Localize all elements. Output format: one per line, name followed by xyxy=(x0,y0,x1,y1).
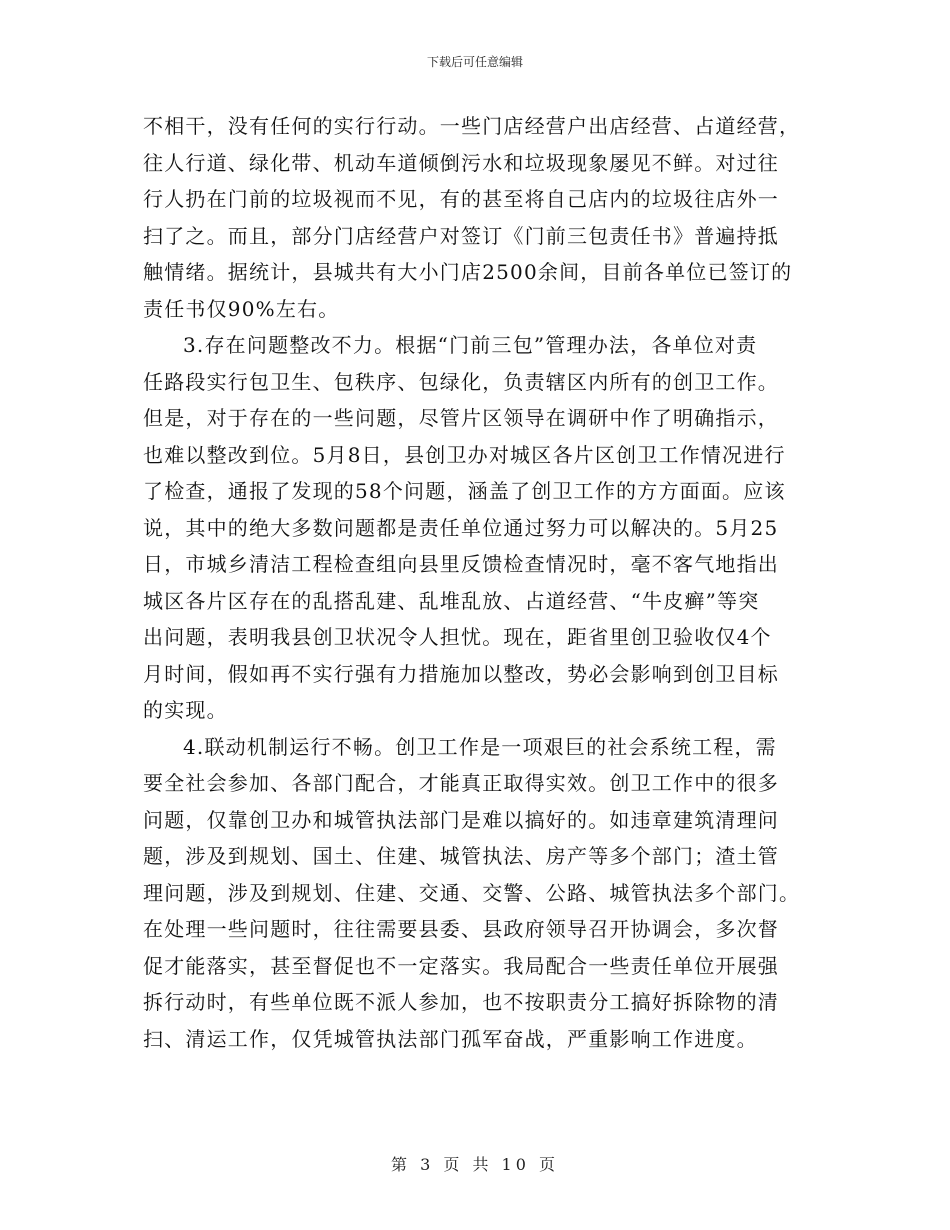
document-body xyxy=(143,108,811,1057)
paragraph-line: 4.联动机制运行不畅。创卫工作是一项艰巨的社会系统工程，需 xyxy=(183,734,777,759)
page-footer xyxy=(0,1155,950,1175)
paragraph-line: 促才能落实，甚至督促也不一定落实。我局配合一些责任单位开展强 xyxy=(143,953,779,978)
paragraph-line: 出问题，表明我县创卫状况令人担忧。现在，距省里创卫验收仅4个 xyxy=(143,625,772,649)
paragraph-line: 了检查，通报了发现的58个问题，涵盖了创卫工作的方方面面。应该 xyxy=(143,479,786,503)
paragraph-line: 扫了之。而且，部分门店经营户对签订《门前三包责任书》普遍持抵 xyxy=(143,223,779,248)
paragraph-1 xyxy=(143,108,811,327)
paragraph-line: 问题，仅靠创卫办和城管执法部门是难以搞好的。如违章建筑清理问 xyxy=(143,807,779,832)
paragraph-line: 不相干，没有任何的实行行动。一些门店经营户出店经营、占道经营， xyxy=(143,114,801,138)
paragraph-line: 行人扔在门前的垃圾视而不见，有的甚至将自己店内的垃圾往店外一 xyxy=(143,187,779,211)
paragraph-line: 也难以整改到位。5月8日，县创卫办对城区各片区创卫工作情况进行 xyxy=(143,442,786,467)
paragraph-line: 日，市城乡清洁工程检查组向县里反馈检查情况时，毫不客气地指出 xyxy=(143,552,779,576)
paragraph-line: 3.存在问题整改不力。根据“门前三包”管理办法，各单位对责 xyxy=(183,333,758,357)
paragraph-line: 扫、清运工作，仅凭城管执法部门孤军奋战，严重影响工作进度。 xyxy=(143,1026,758,1051)
paragraph-line: 城区各片区存在的乱搭乱建、乱堆乱放、占道经营、“牛皮癣”等突 xyxy=(143,588,760,613)
header-note: 下载后可任意编辑 xyxy=(426,55,523,69)
paragraph-line: 往人行道、绿化带、机动车道倾倒污水和垃圾现象屡见不鲜。对过往 xyxy=(143,150,779,175)
paragraph-line: 说，其中的绝大多数问题都是责任单位通过努力可以解决的。5月25 xyxy=(143,515,779,540)
paragraph-3 xyxy=(143,729,811,1058)
paragraph-line: 理问题，涉及到规划、住建、交通、交警、公路、城管执法多个部门。 xyxy=(143,880,801,905)
paragraph-line: 但是，对于存在的一些问题，尽管片区领导在调研中作了明确指示， xyxy=(143,406,779,430)
page-header xyxy=(0,54,950,70)
paragraph-line: 任路段实行包卫生、包秩序、包绿化，负责辖区内所有的创卫工作。 xyxy=(143,369,779,394)
paragraph-line: 题，涉及到规划、国土、住建、城管执法、房产等多个部门；渣土管 xyxy=(143,844,779,868)
page-number-label: 第 3 页 共 10 页 xyxy=(391,1155,559,1174)
paragraph-line: 拆行动时，有些单位既不派人参加，也不按职责分工搞好拆除物的清 xyxy=(143,990,779,1014)
paragraph-line: 的实现。 xyxy=(143,698,228,722)
paragraph-line: 要全社会参加、各部门配合，才能真正取得实效。创卫工作中的很多 xyxy=(143,771,779,795)
paragraph-line: 在处理一些问题时，往往需要县委、县政府领导召开协调会，多次督 xyxy=(143,917,779,941)
paragraph-line: 月时间，假如再不实行强有力措施加以整改，势必会影响到创卫目标 xyxy=(143,661,779,686)
paragraph-line: 责任书仅90%左右。 xyxy=(143,296,340,321)
paragraph-line: 触情绪。据统计，县城共有大小门店2500余间，目前各单位已签订的 xyxy=(143,260,793,284)
paragraph-2 xyxy=(143,327,811,729)
